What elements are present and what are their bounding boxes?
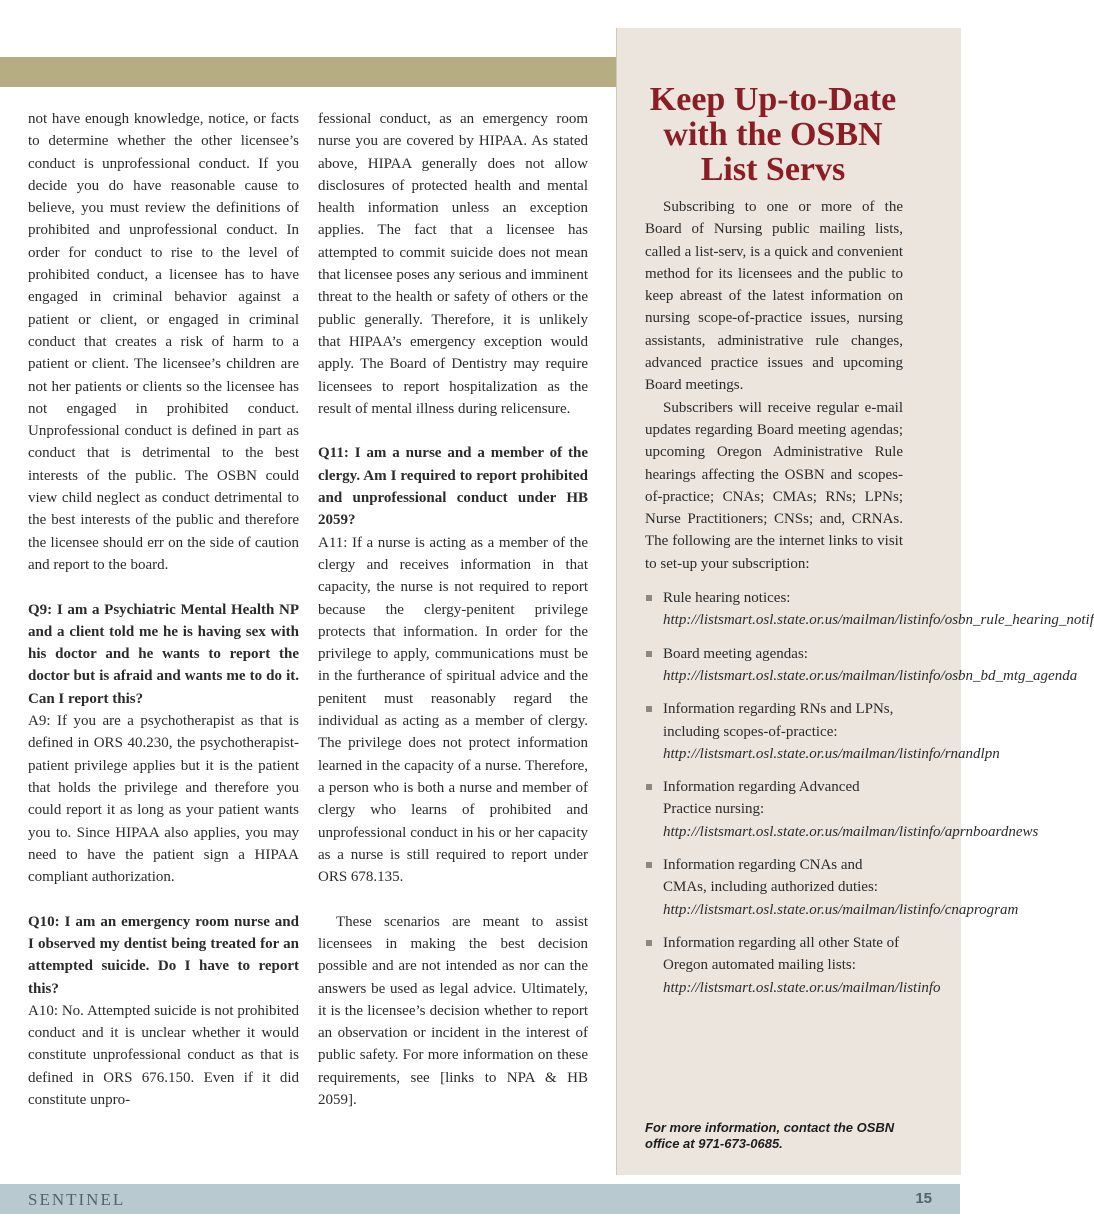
square-bullet-icon <box>646 651 652 657</box>
answer-8-continued: not have enough knowledge, notice, or facts to determine whether the other licensee’s conduct is unprofessional conduct. If you decide you do have reasonable cause to believe, you must review the definitions of prohibited and unprofessional conduct. In order for conduct to rise to the level of prohibited conduct, a licensee has to have engaged in criminal behavior against a patient or client, or engaged in criminal conduct that creates a risk of harm to a patient or client. The licensee’s children are not her patients or clients so the licensee has not engaged in prohibited conduct. Unprofessional conduct is defined in part as conduct that is detrimental to the best interests of the public. The OSBN could view child neglect as conduct detrimental to the best interests of the public and therefore the licensee should err on the side of caution and report to the board. <box>28 111 299 573</box>
header-color-band <box>0 57 616 87</box>
article-column-1 <box>28 108 299 1111</box>
link-url[interactable]: http://listsmart.osl.state.or.us/mailman/listinfo/osbn_rule_hearing_notif <box>663 612 1094 629</box>
link-label: Information regarding all other State of Oregon automated mailing lists: <box>663 934 900 974</box>
sidebar-intro-paragraph: Subscribing to one or more of the Board of Nursing public mailing lists, called a list-serv, is a quick and convenient method for its licensees and the public to keep abreast of the latest information on nursing scope-of-practice issues, nursing assistants, administrative rule changes, advanced practice issues and upcoming Board meetings. <box>645 199 903 394</box>
closing-paragraph: These scenarios are meant to assist licensees in making the best decision possible and are not intended as nor can the answers be used as legal advice. Ultimately, it is the licensee’s decision whether to report an observation or incident in the interest of public safety. For more information on these requirements, see [links to NPA & HB 2059]. <box>318 913 588 1109</box>
link-url[interactable]: http://listsmart.osl.state.or.us/mailman/listinfo/rnandlpn <box>663 745 1000 762</box>
question-9: Q9: I am a Psychiatric Mental Health NP and a client told me he is having sex with his doctor and he wants to report the doctor but is afraid and wants me to do it. Can I report this? <box>28 601 299 707</box>
list-item <box>645 776 1039 843</box>
link-label: Information regarding RNs and LPNs, including scopes-of-practice: <box>663 701 894 740</box>
square-bullet-icon <box>646 706 652 712</box>
answer-10-start: A10: No. Attempted suicide is not prohibited conduct and it is unclear whether it would constitute unprofessional conduct as that is defined in ORS 676.150. Even if it did constitute unpro- <box>28 1002 299 1109</box>
link-url[interactable]: http://listsmart.osl.state.or.us/mailman/listinfo/cnaprogram <box>663 901 1019 918</box>
sidebar-title: Keep Up-to-Date with the OSBN List Servs <box>649 81 897 188</box>
link-url[interactable]: http://listsmart.osl.state.or.us/mailman/listinfo <box>663 979 941 996</box>
link-label: Information regarding CNAs and CMAs, including authorized duties: <box>663 857 878 896</box>
link-url[interactable]: http://listsmart.osl.state.or.us/mailman/listinfo/aprnboardnews <box>663 823 1039 840</box>
question-10: Q10: I am an emergency room nurse and I observed my dentist being treated for an attempted suicide. Do I have to report this? <box>28 913 299 997</box>
sidebar-content <box>645 196 1094 1010</box>
answer-10-continued: fessional conduct, as an emergency room nurse you are covered by HIPAA. As stated above, HIPAA generally does not allow disclosures of protected health and mental health information unless an exception applies. The fact that a licensee has attempted to commit suicide does not mean that licensee poses any serious and imminent threat to the health or safety of others or the public generally. Therefore, it is unlikely that HIPAA’s emergency exception would apply. The Board of Dentistry may require licensees to report hospitalization as the result of mental illness during relicensure. <box>318 111 588 417</box>
list-item <box>645 643 1078 688</box>
list-item <box>645 854 1019 921</box>
answer-11: A11: If a nurse is acting as a member of the clergy and receives information in that capacity, the nurse is not required to report because the clergy-penitent privilege protects that information. In order for the privilege to apply, communications must be in the furtherance of spiritual advice and the penitent must reasonably regard the individual as acting as a member of clergy. The privilege does not protect information learned in the capacity of a nurse. Therefore, a person who is both a nurse and member of clergy who learns of prohibited and unprofessional conduct in his or her capacity as a nurse is still required to report under ORS 678.135. <box>318 534 588 886</box>
publication-title: SENTINEL <box>28 1190 126 1209</box>
link-label: Rule hearing notices: <box>663 590 791 607</box>
link-label: Board meeting agendas: <box>663 645 808 662</box>
square-bullet-icon <box>646 784 652 790</box>
square-bullet-icon <box>646 595 652 601</box>
list-item <box>645 932 941 999</box>
contact-note: For more information, contact the OSBN office at 971-673-0685. <box>645 1120 895 1151</box>
square-bullet-icon <box>646 862 652 868</box>
list-item <box>645 587 1094 632</box>
square-bullet-icon <box>646 940 652 946</box>
sidebar-subscribers-paragraph: Subscribers will receive regular e-mail updates regarding Board meeting agendas; upcoming Oregon Administrative Rule hearings affecting the OSBN and scopes-of-practice; CNAs; CMAs; RNs; LPNs; Nurse Practitioners; CNSs; and, CRNAs. The following are the internet links to visit to set-up your subscription: <box>645 399 903 572</box>
list-item <box>645 698 1000 765</box>
answer-9: A9: If you are a psychotherapist as that is defined in ORS 40.230, the psychotherapist-patient privilege applies but it is the patient that holds the privilege and therefore you could report it as long as your patient wants you to. Since HIPAA also applies, you may need to have the patient sign a HIPAA compliant authorization. <box>28 713 299 886</box>
page-number: 15 <box>915 1190 932 1207</box>
question-11: Q11: I am a nurse and a member of the clergy. Am I required to report prohibited and unprofessional conduct under HB 2059? <box>318 445 588 529</box>
link-label: Information regarding Advanced Practice nursing: <box>663 779 860 818</box>
link-url[interactable]: http://listsmart.osl.state.or.us/mailman/listinfo/osbn_bd_mtg_agenda <box>663 667 1078 684</box>
list-serv-links <box>645 587 1094 999</box>
page-footer <box>0 1184 960 1214</box>
article-column-2 <box>318 108 588 1111</box>
